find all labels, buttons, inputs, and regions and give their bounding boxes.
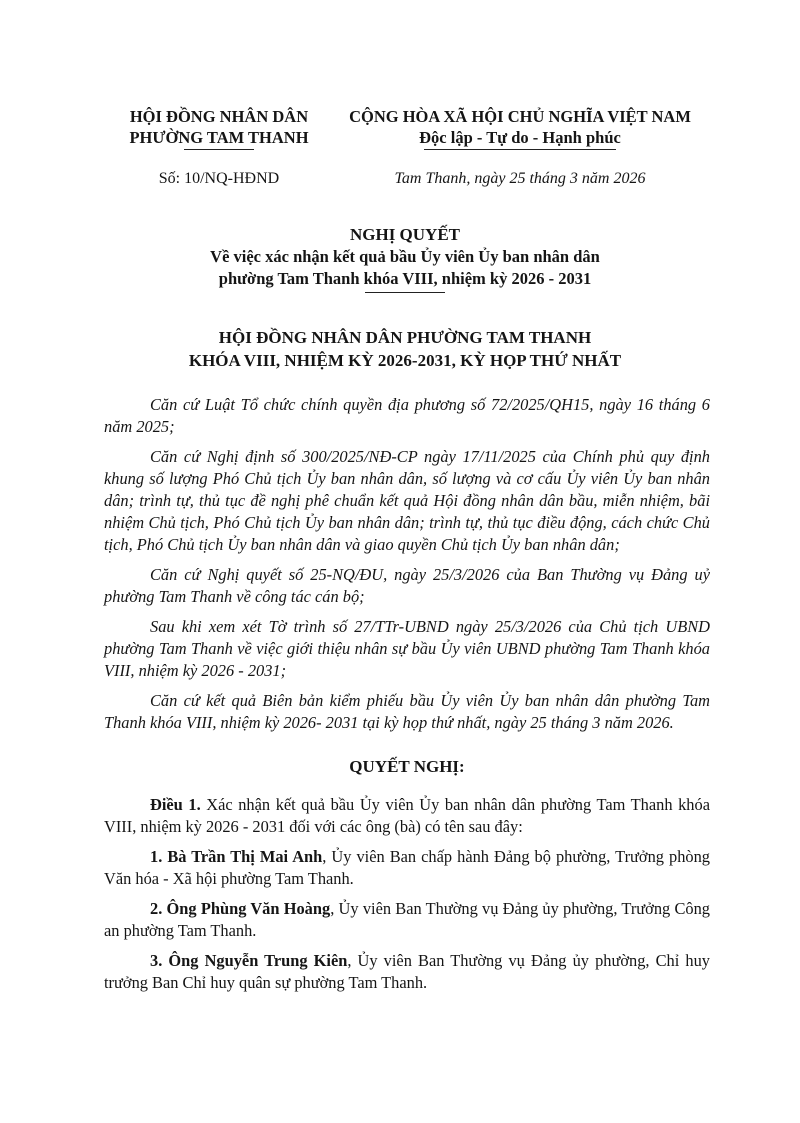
motto: Độc lập - Tự do - Hạnh phúc [419, 128, 621, 147]
legal-basis: Căn cứ kết quả Biên bản kiểm phiếu bầu Ủy viên Ủy ban nhân dân phường Tam Thanh khóa VIII, nhiệm kỳ 2026- 2031 tại kỳ họp thứ nhất, ngày 25 tháng 3 năm 2026. [104, 691, 710, 732]
member-name: Bà Trần Thị Mai Anh [167, 847, 323, 866]
motto-underline [424, 149, 616, 150]
legal-basis: Sau khi xem xét Tờ trình số 27/TTr-UBND ngày 25/3/2026 của Chủ tịch UBND phường Tam Thanh về việc giới thiệu nhân sự bầu Ủy viên UBND phường Tam Thanh khóa VIII, nhiệm kỳ 2026 - 2031; [104, 617, 710, 680]
member-role: , Ủy viên Ban Thường vụ Đảng ủy phường, Chỉ huy trưởng Ban Chỉ huy quân sự phường Tam Thanh. [104, 951, 710, 992]
member-name: Ông Phùng Văn Hoàng [166, 899, 331, 918]
legal-basis: Căn cứ Nghị quyết số 25-NQ/ĐU, ngày 25/3/2026 của Ban Thường vụ Đảng uỷ phường Tam Thanh về công tác cán bộ; [104, 565, 710, 606]
legal-basis: Căn cứ Luật Tổ chức chính quyền địa phương số 72/2025/QH15, ngày 16 tháng 6 năm 2025; [104, 395, 710, 436]
decide-heading: QUYẾT NGHỊ: [349, 757, 465, 776]
legal-basis: Căn cứ Nghị định số 300/2025/NĐ-CP ngày 17/11/2025 của Chính phủ quy định khung số lượng Phó Chủ tịch Ủy ban nhân dân, số lượng và cơ cấu Ủy viên Ủy ban nhân dân; trình tự, thủ tục đề nghị phê chuẩn kết quả Hội đồng nhân dân bầu, miễn nhiệm, bãi nhiệm Chủ tịch, Phó Chủ tịch Ủy ban nhân dân; trình tự, thủ tục điều động, cách chức Chủ tịch, Phó Chủ tịch Ủy ban nhân dân và giao quyền Chủ tịch Ủy ban nhân dân; [104, 447, 710, 554]
document-type: NGHỊ QUYẾT [349, 225, 461, 244]
member-role: , Ủy viên Ban chấp hành Đảng bộ phường, Trưởng phòng Văn hóa - Xã hội phường Tam Thanh. [104, 847, 710, 888]
member-entry [104, 898, 710, 942]
article-1 [104, 794, 710, 838]
member-name: Ông Nguyễn Trung Kiên [168, 951, 348, 970]
authority-line-2: PHƯỜNG TAM THANH [129, 128, 309, 147]
country-name: CỘNG HÒA XÃ HỘI CHỦ NGHĨA VIỆT NAM [349, 107, 691, 126]
council-line-2: KHÓA VIII, NHIỆM KỲ 2026-2031, KỲ HỌP THỨ NHẤT [188, 351, 622, 370]
article-1-text: Xác nhận kết quả bầu Ủy viên Ủy ban nhân dân phường Tam Thanh khóa VIII, nhiệm kỳ 2026 - 2031 đối với các ông (bà) có tên sau đây: [104, 795, 710, 836]
document-number: Số: 10/NQ-HĐND [158, 170, 280, 187]
issuing-authority [104, 106, 334, 150]
title-subject-line-2: phường Tam Thanh khóa VIII, nhiệm kỳ 2026 - 2031 [218, 269, 592, 288]
member-number: 3. [150, 951, 163, 970]
member-role: , Ủy viên Ban Thường vụ Đảng ủy phường, Trưởng Công an phường Tam Thanh. [104, 899, 710, 940]
title-subject-line-1: Về việc xác nhận kết quả bầu Ủy viên Ủy ban nhân dân [210, 247, 600, 266]
member-entry [104, 846, 710, 890]
council-heading [100, 326, 710, 372]
member-entry [104, 950, 710, 994]
member-number: 2. [150, 899, 163, 918]
national-motto [334, 106, 706, 150]
document-title [100, 224, 710, 293]
title-underline [365, 292, 445, 293]
authority-line-1: HỘI ĐỒNG NHÂN DÂN [129, 107, 309, 126]
article-1-label: Điều 1. [150, 795, 201, 814]
member-number: 1. [150, 847, 163, 866]
place-date: Tam Thanh, ngày 25 tháng 3 năm 2026 [394, 170, 646, 187]
document-body [104, 394, 710, 1002]
council-line-1: HỘI ĐỒNG NHÂN DÂN PHƯỜNG TAM THANH [218, 328, 592, 347]
authority-underline [184, 149, 254, 150]
